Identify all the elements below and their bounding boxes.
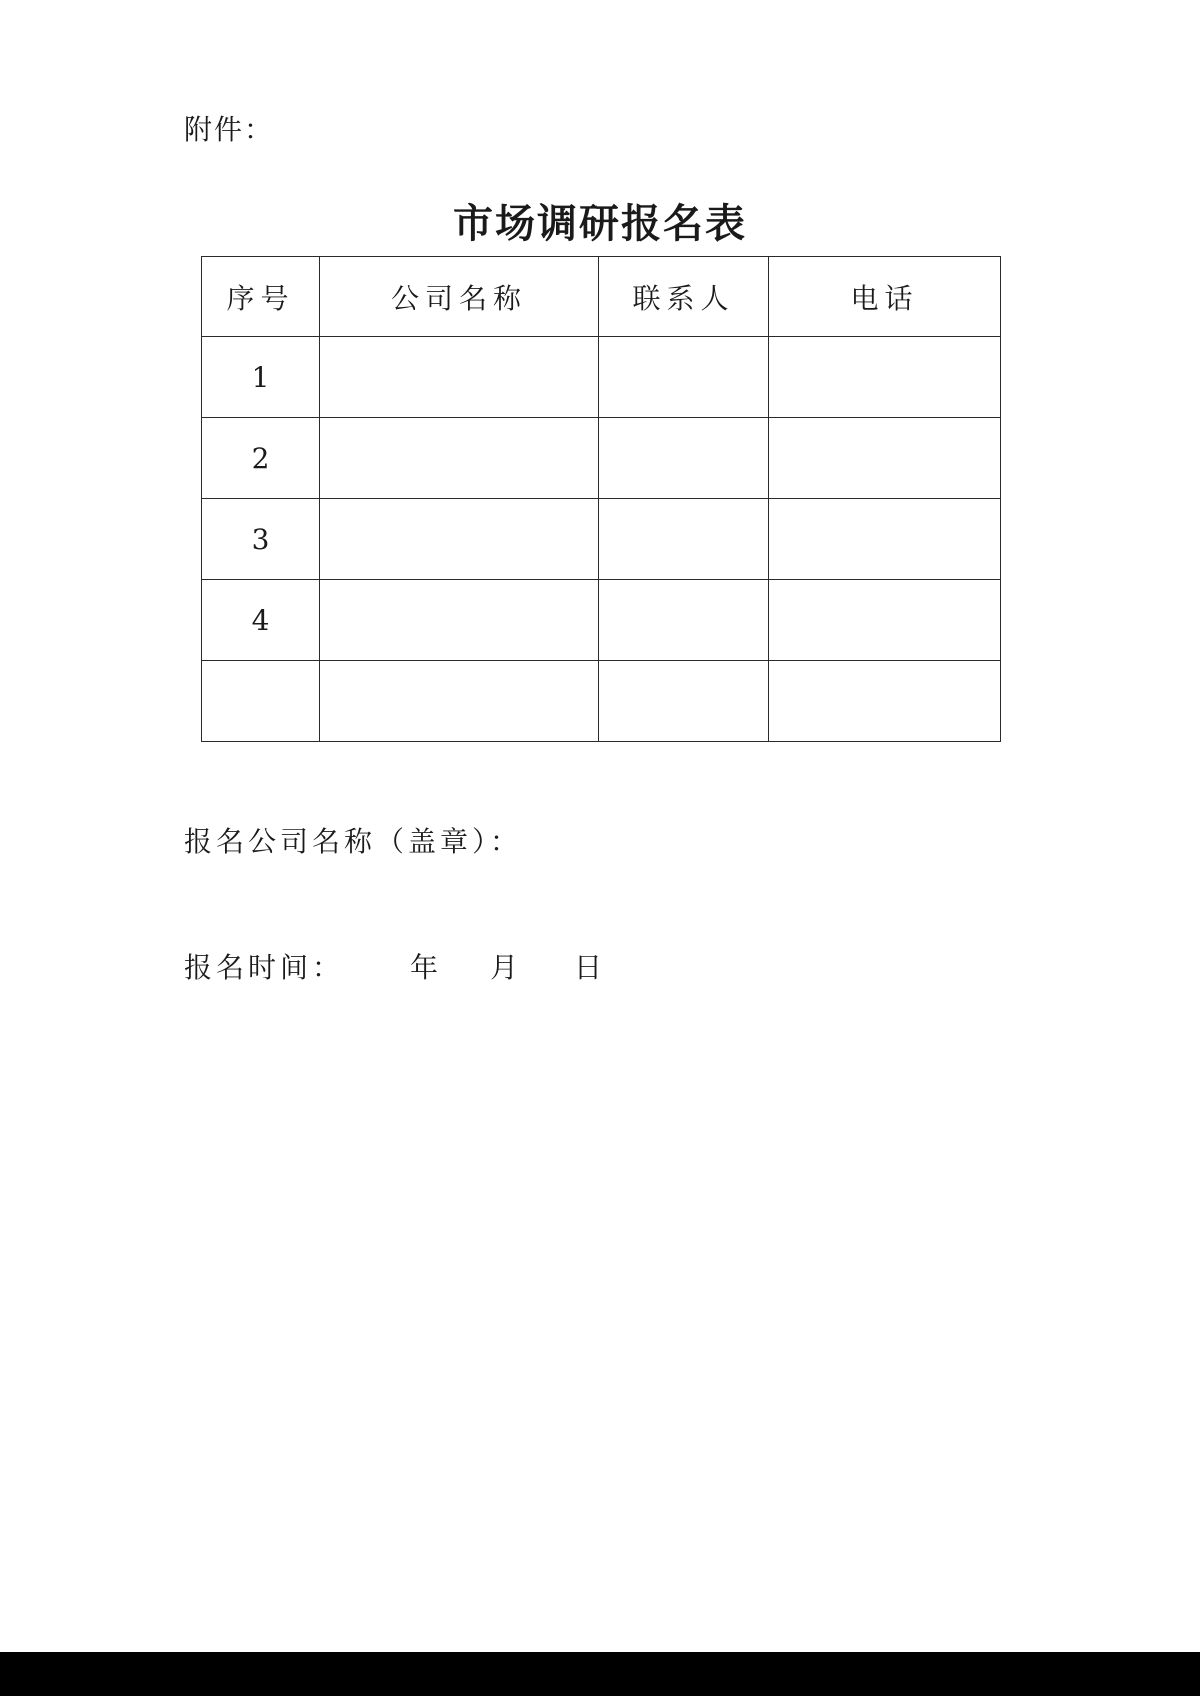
registration-time-label: 报名时间： bbox=[184, 951, 345, 984]
cell-contact[interactable] bbox=[599, 499, 769, 580]
cell-contact[interactable] bbox=[599, 337, 769, 418]
cell-phone[interactable] bbox=[769, 499, 1001, 580]
header-company-name: 公司名称 bbox=[320, 257, 599, 337]
cell-phone[interactable] bbox=[769, 580, 1001, 661]
cell-phone[interactable] bbox=[769, 337, 1001, 418]
cell-company-name[interactable] bbox=[320, 337, 599, 418]
table-row bbox=[202, 580, 1001, 661]
month-label: 月 bbox=[490, 951, 519, 984]
cell-seq: 4 bbox=[202, 580, 320, 661]
table-row bbox=[202, 418, 1001, 499]
cell-seq bbox=[202, 661, 320, 742]
header-seq: 序号 bbox=[202, 257, 320, 337]
form-title: 市场调研报名表 bbox=[453, 201, 747, 247]
header-contact: 联系人 bbox=[599, 257, 769, 337]
bottom-bar bbox=[0, 1652, 1200, 1696]
registration-table bbox=[201, 256, 1001, 742]
cell-seq: 3 bbox=[202, 499, 320, 580]
cell-company-name[interactable] bbox=[320, 580, 599, 661]
table-row bbox=[202, 337, 1001, 418]
cell-phone[interactable] bbox=[769, 418, 1001, 499]
cell-company-name[interactable] bbox=[320, 499, 599, 580]
cell-contact[interactable] bbox=[599, 418, 769, 499]
cell-company-name[interactable] bbox=[320, 418, 599, 499]
cell-phone[interactable] bbox=[769, 661, 1001, 742]
cell-seq: 1 bbox=[202, 337, 320, 418]
cell-company-name[interactable] bbox=[320, 661, 599, 742]
table-header-row bbox=[202, 257, 1001, 337]
table-row bbox=[202, 499, 1001, 580]
company-seal-label: 报名公司名称（盖章）： bbox=[184, 825, 523, 858]
table-row bbox=[202, 661, 1001, 742]
day-label: 日 bbox=[574, 951, 603, 984]
cell-seq: 2 bbox=[202, 418, 320, 499]
year-label: 年 bbox=[410, 951, 439, 984]
cell-contact[interactable] bbox=[599, 580, 769, 661]
header-phone: 电话 bbox=[769, 257, 1001, 337]
attachment-label: 附件： bbox=[184, 113, 275, 146]
cell-contact[interactable] bbox=[599, 661, 769, 742]
